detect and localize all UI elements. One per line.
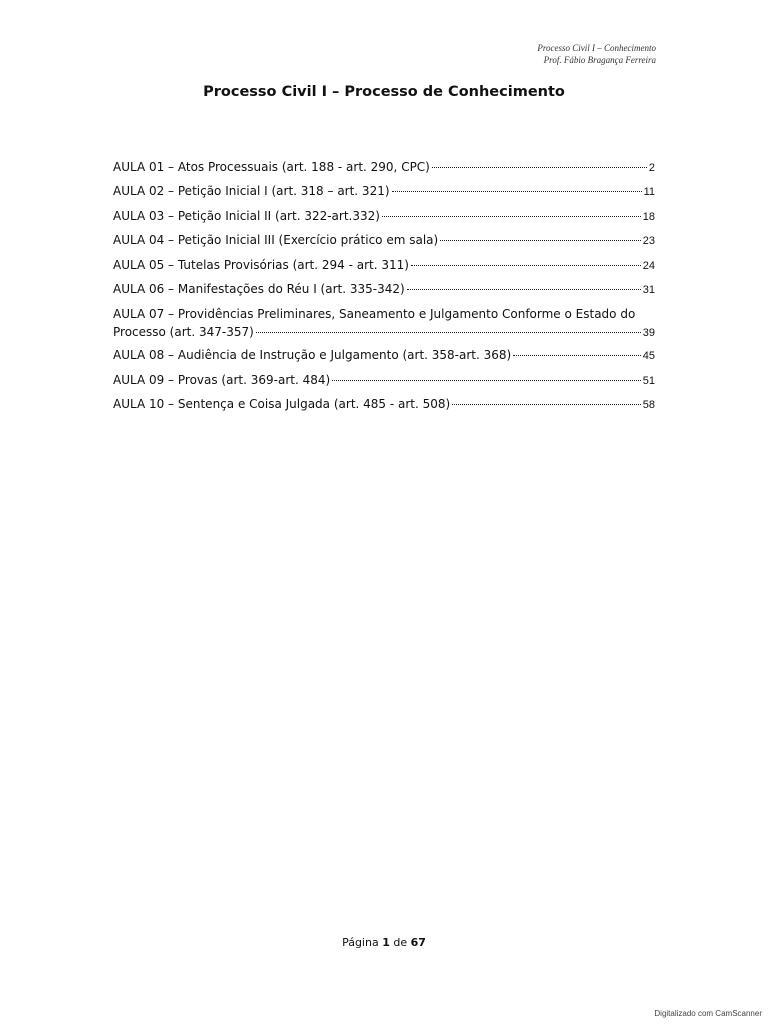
running-header bbox=[537, 42, 656, 66]
toc-entry-aula-10[interactable] bbox=[113, 393, 655, 417]
toc-entry-text: AULA 09 – Provas (art. 369-art. 484) bbox=[113, 372, 331, 387]
toc-page-number: 58 bbox=[642, 399, 655, 412]
toc-page-number: 24 bbox=[642, 259, 655, 272]
toc-entry-text-line1: AULA 07 – Providências Preliminares, Saneamento e Julgamento Conforme o Estado do bbox=[113, 307, 636, 322]
toc-page-number: 31 bbox=[642, 284, 655, 297]
header-professor: Prof. Fábio Bragança Ferreira bbox=[543, 55, 656, 65]
toc-entry-text-line2: Processo (art. 347-357) bbox=[113, 325, 254, 340]
toc-dot-leader bbox=[513, 355, 641, 356]
footer-total-pages: 67 bbox=[410, 936, 426, 949]
scanner-watermark: Digitalizado com CamScanner bbox=[654, 1009, 762, 1018]
toc-dot-leader bbox=[382, 216, 641, 217]
toc-page-number: 23 bbox=[642, 235, 655, 248]
toc-entry-aula-08[interactable] bbox=[113, 344, 655, 368]
toc-entry-text: AULA 10 – Sentença e Coisa Julgada (art. 485 - art. 508) bbox=[113, 397, 451, 412]
toc-page-number: 11 bbox=[643, 186, 655, 199]
toc-entry-aula-03[interactable] bbox=[113, 205, 655, 229]
toc-dot-leader bbox=[452, 404, 641, 405]
toc-entry-aula-02[interactable] bbox=[113, 180, 655, 204]
toc-entry-aula-09[interactable] bbox=[113, 369, 655, 393]
footer-separator: de bbox=[393, 936, 408, 949]
footer-current-page: 1 bbox=[382, 936, 390, 949]
toc-page-number: 45 bbox=[642, 350, 655, 363]
toc-page-number: 18 bbox=[642, 210, 655, 223]
toc-entry-text: AULA 05 – Tutelas Provisórias (art. 294 - art. 311) bbox=[113, 257, 409, 272]
toc-entry-text: AULA 03 – Petição Inicial II (art. 322-art.332) bbox=[113, 208, 380, 223]
toc-dot-leader bbox=[411, 265, 641, 266]
toc-dot-leader bbox=[392, 191, 642, 192]
header-course: Processo Civil I – Conhecimento bbox=[537, 43, 656, 53]
toc-page-number: 39 bbox=[642, 327, 655, 340]
toc-dot-leader bbox=[407, 289, 641, 290]
toc-dot-leader bbox=[432, 167, 647, 168]
toc-dot-leader bbox=[256, 332, 641, 333]
toc-page-number: 51 bbox=[642, 374, 655, 387]
page-number-footer bbox=[0, 936, 768, 949]
table-of-contents bbox=[113, 156, 655, 418]
toc-dot-leader bbox=[440, 240, 641, 241]
toc-entry-aula-06[interactable] bbox=[113, 278, 655, 302]
document-title: Processo Civil I – Processo de Conhecimento bbox=[203, 84, 565, 100]
toc-entry-aula-04[interactable] bbox=[113, 229, 655, 253]
toc-entry-text: AULA 06 – Manifestações do Réu I (art. 335-342) bbox=[113, 282, 405, 297]
footer-prefix: Página bbox=[342, 936, 379, 949]
toc-dot-leader bbox=[332, 380, 641, 381]
toc-entry-line2 bbox=[113, 323, 655, 342]
toc-entry-text: AULA 04 – Petição Inicial III (Exercício prático em sala) bbox=[113, 233, 439, 248]
toc-entry-text: AULA 02 – Petição Inicial I (art. 318 – art. 321) bbox=[113, 184, 390, 199]
toc-entry-aula-05[interactable] bbox=[113, 254, 655, 278]
toc-entry-text: AULA 01 – Atos Processuais (art. 188 - art. 290, CPC) bbox=[113, 160, 430, 174]
toc-entry-text: AULA 08 – Audiência de Instrução e Julgamento (art. 358-art. 368) bbox=[113, 348, 512, 363]
toc-page-number: 2 bbox=[648, 162, 655, 174]
toc-entry-aula-01[interactable] bbox=[113, 156, 655, 180]
toc-entry-aula-07[interactable] bbox=[113, 305, 655, 342]
